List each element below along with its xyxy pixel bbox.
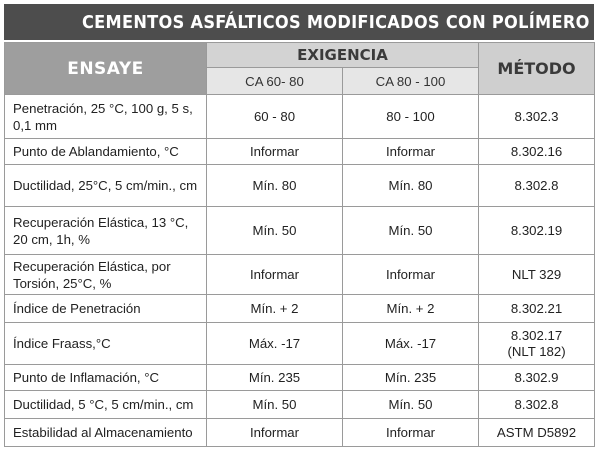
metodo-cell: 8.302.8 [479, 391, 595, 419]
metodo-cell: ASTM D5892 [479, 419, 595, 447]
header-ca-80-100: CA 80 - 100 [343, 68, 479, 95]
ensaye-cell: Recuperación Elástica, por Torsión, 25°C, % [5, 255, 207, 295]
ensaye-cell: Punto de Inflamación, °C [5, 365, 207, 391]
metodo-cell: NLT 329 [479, 255, 595, 295]
ca1-cell: Mín. 80 [207, 165, 343, 207]
ca2-cell: Informar [343, 419, 479, 447]
table-title: CEMENTOS ASFÁLTICOS MODIFICADOS CON POLÍMERO [4, 4, 594, 40]
ca2-cell: 80 - 100 [343, 95, 479, 139]
ca2-cell: Informar [343, 139, 479, 165]
spec-table [4, 42, 595, 447]
ensaye-cell: Índice Fraass,°C [5, 323, 207, 365]
table-row [5, 139, 595, 165]
ensaye-cell: Penetración, 25 °C, 100 g, 5 s, 0,1 mm [5, 95, 207, 139]
metodo-cell: 8.302.16 [479, 139, 595, 165]
ca1-cell: Informar [207, 419, 343, 447]
ca2-cell: Informar [343, 255, 479, 295]
ensaye-cell: Estabilidad al Almacenamiento [5, 419, 207, 447]
table-row [5, 323, 595, 365]
ca1-cell: Informar [207, 255, 343, 295]
metodo-cell: 8.302.8 [479, 165, 595, 207]
table-row [5, 165, 595, 207]
table-row [5, 365, 595, 391]
ca1-cell: Informar [207, 139, 343, 165]
table-row [5, 419, 595, 447]
table-row [5, 255, 595, 295]
ensaye-cell: Ductilidad, 5 °C, 5 cm/min., cm [5, 391, 207, 419]
ensaye-cell: Recuperación Elástica, 13 °C, 20 cm, 1h, % [5, 207, 207, 255]
metodo-cell: 8.302.17 (NLT 182) [479, 323, 595, 365]
table-row [5, 207, 595, 255]
ca1-cell: Mín. + 2 [207, 295, 343, 323]
metodo-cell: 8.302.3 [479, 95, 595, 139]
ca1-cell: Mín. 50 [207, 207, 343, 255]
header-ca-60-80: CA 60- 80 [207, 68, 343, 95]
ca1-cell: 60 - 80 [207, 95, 343, 139]
header-exigencia: EXIGENCIA [207, 43, 479, 68]
ensaye-cell: Índice de Penetración [5, 295, 207, 323]
table-row [5, 391, 595, 419]
ca1-cell: Mín. 235 [207, 365, 343, 391]
table-row [5, 295, 595, 323]
metodo-cell: 8.302.19 [479, 207, 595, 255]
metodo-cell: 8.302.21 [479, 295, 595, 323]
header-metodo: MÉTODO [479, 43, 595, 95]
table-row [5, 95, 595, 139]
ensaye-cell: Ductilidad, 25°C, 5 cm/min., cm [5, 165, 207, 207]
ca2-cell: Mín. + 2 [343, 295, 479, 323]
ca2-cell: Mín. 50 [343, 207, 479, 255]
header-ensaye: ENSAYE [5, 43, 207, 95]
metodo-cell: 8.302.9 [479, 365, 595, 391]
ca1-cell: Mín. 50 [207, 391, 343, 419]
ca2-cell: Mín. 80 [343, 165, 479, 207]
ca2-cell: Mín. 235 [343, 365, 479, 391]
ca2-cell: Mín. 50 [343, 391, 479, 419]
ca2-cell: Máx. -17 [343, 323, 479, 365]
spec-table-frame [4, 4, 594, 447]
ca1-cell: Máx. -17 [207, 323, 343, 365]
ensaye-cell: Punto de Ablandamiento, °C [5, 139, 207, 165]
